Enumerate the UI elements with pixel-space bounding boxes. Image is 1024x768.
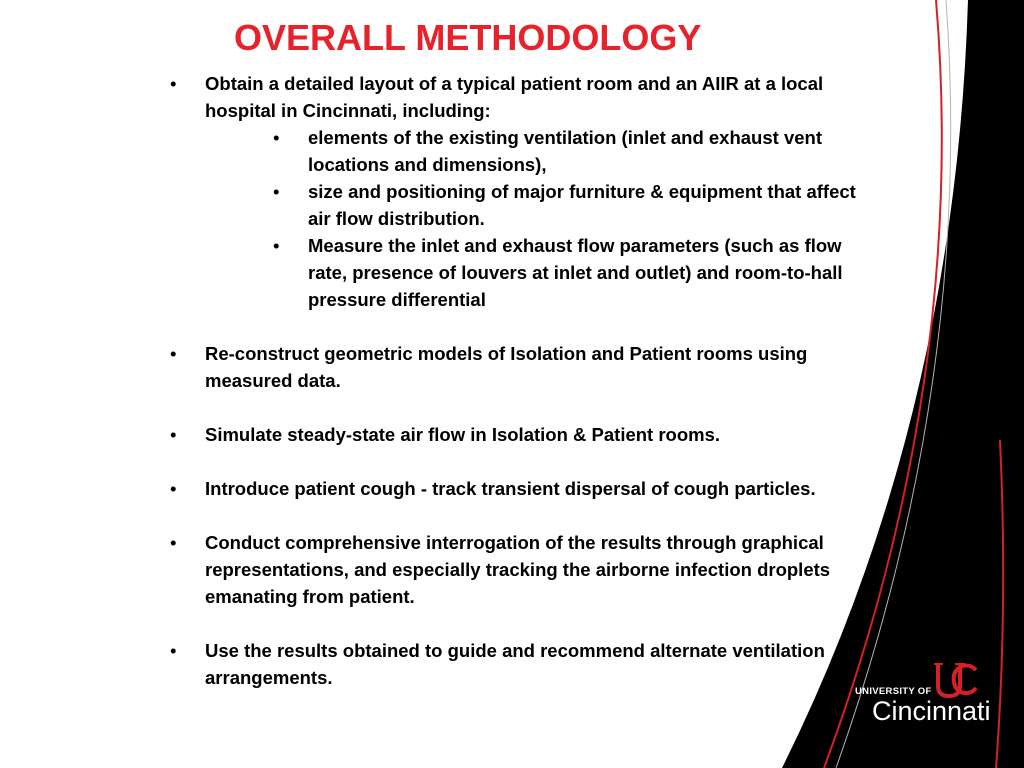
logo-cincinnati: Cincinnati (872, 696, 991, 726)
university-logo (850, 660, 990, 730)
sub-bullet-item: • Measure the inlet and exhaust flow parameters (such as flow rate, presence of louvers at inlet and outlet) and room-to-hall pressure differential (273, 232, 870, 313)
sub-bullet-item: • elements of the existing ventilation (inlet and exhaust vent locations and dimensions), (273, 124, 870, 178)
bullet-item: • Conduct comprehensive interrogation of the results through graphical representations, and especially tracking the airborne infection droplets emanating from patient. (170, 529, 870, 610)
logo-university-of: UNIVERSITY OF (855, 686, 932, 697)
bullet-item: • Obtain a detailed layout of a typical patient room and an AIIR at a local hospital in Cincinnati, including: (170, 70, 870, 124)
sub-bullet-item: • size and positioning of major furniture & equipment that affect air flow distribution. (273, 178, 870, 232)
bullet-item: • Re-construct geometric models of Isolation and Patient rooms using measured data. (170, 340, 870, 394)
uc-monogram-icon (932, 660, 980, 700)
bullet-item: • Use the results obtained to guide and recommend alternate ventilation arrangements. (170, 637, 870, 691)
slide-title: OVERALL METHODOLOGY (234, 17, 702, 58)
sub-bullet-list (170, 124, 870, 313)
bullet-item: • Simulate steady-state air flow in Isolation & Patient rooms. (170, 421, 870, 448)
bullet-item: • Introduce patient cough - track transient dispersal of cough particles. (170, 475, 870, 502)
methodology-list (170, 70, 870, 691)
